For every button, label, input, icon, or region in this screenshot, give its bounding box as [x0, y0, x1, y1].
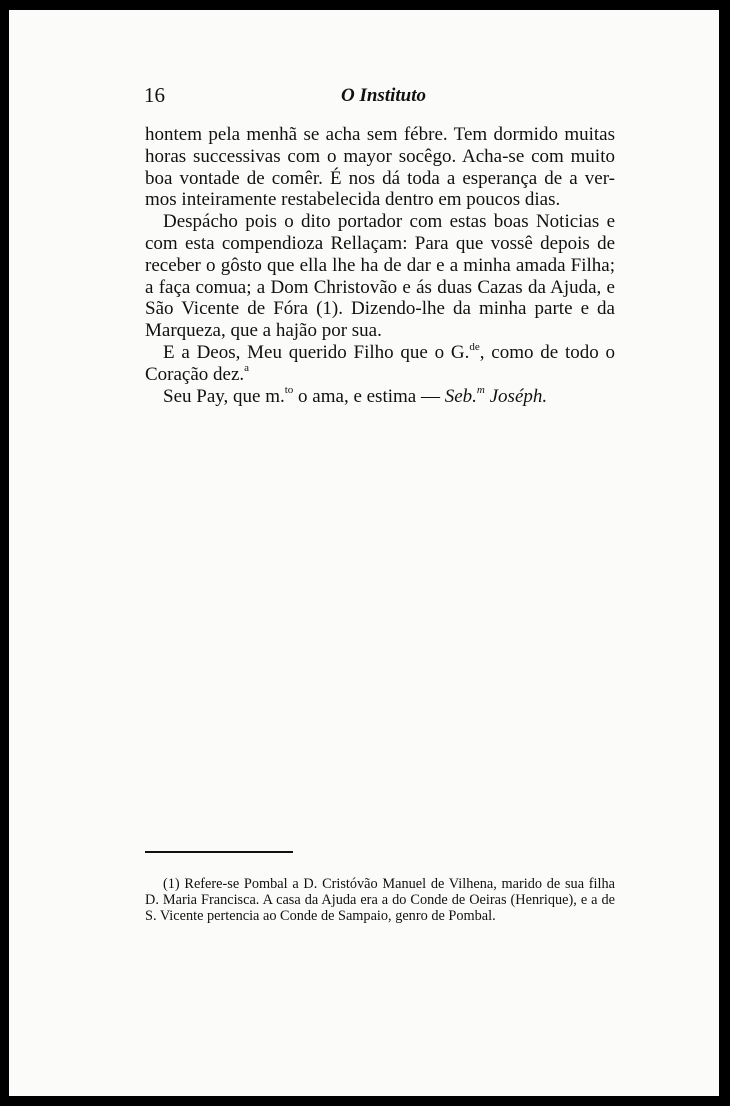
page-header	[9, 78, 719, 108]
signature: Seb.$^m$ Joséph.	[444, 384, 548, 407]
body-paragraph: Despácho pois o dito portador com estas boas Noticias e com esta compendioza Rellaçam: Para que vossê depois de receber o gôsto que ella lhe ha de dar e a minha amada Filha; a faça comua; a Dom Christovão e ás duas Cazas da Ajuda, e São Vicente de Fóra (1). Dizendo-lhe da minha parte e da Marqueza, que a hajão por sua.	[145, 211, 615, 342]
superscript-abbreviation: a	[244, 362, 250, 375]
body-paragraph: hontem pela menhã se acha sem fébre. Tem dormido muitas horas successivas com o mayor socêgo. Acha-se com muito boa vontade de comêr. É nos dá toda a esperança de a ver-mos inteiramente restabelecida dentro em poucos dias.	[145, 124, 615, 211]
page-number: 16	[144, 83, 165, 107]
running-title: O Instituto	[341, 85, 427, 106]
text-run: , como de todo o Coração dez.	[145, 341, 615, 385]
body-paragraph	[145, 342, 615, 386]
text-run: o ama, e estima —	[293, 385, 445, 407]
letter-body	[145, 124, 615, 407]
superscript-abbreviation: de	[469, 340, 480, 353]
text-run: Seu Pay, que m.	[163, 385, 285, 407]
document-page	[9, 10, 719, 1096]
footnote-divider	[145, 851, 293, 853]
footnote: (1) Refere-se Pombal a D. Cristóvão Manuel de Vilhena, marido de sua filha D. Maria Francisca. A casa da Ajuda era a do Conde de Oeiras (Henrique), e a de S. Vicente pertencia ao Conde de Sampaio, genro de Pombal.	[145, 876, 615, 924]
footnotes	[145, 876, 615, 924]
superscript-abbreviation: m	[476, 384, 485, 397]
text-run: E a Deos, Meu querido Filho que o G.	[163, 341, 470, 363]
superscript-abbreviation: to	[284, 384, 294, 397]
letter-signoff	[145, 386, 615, 408]
